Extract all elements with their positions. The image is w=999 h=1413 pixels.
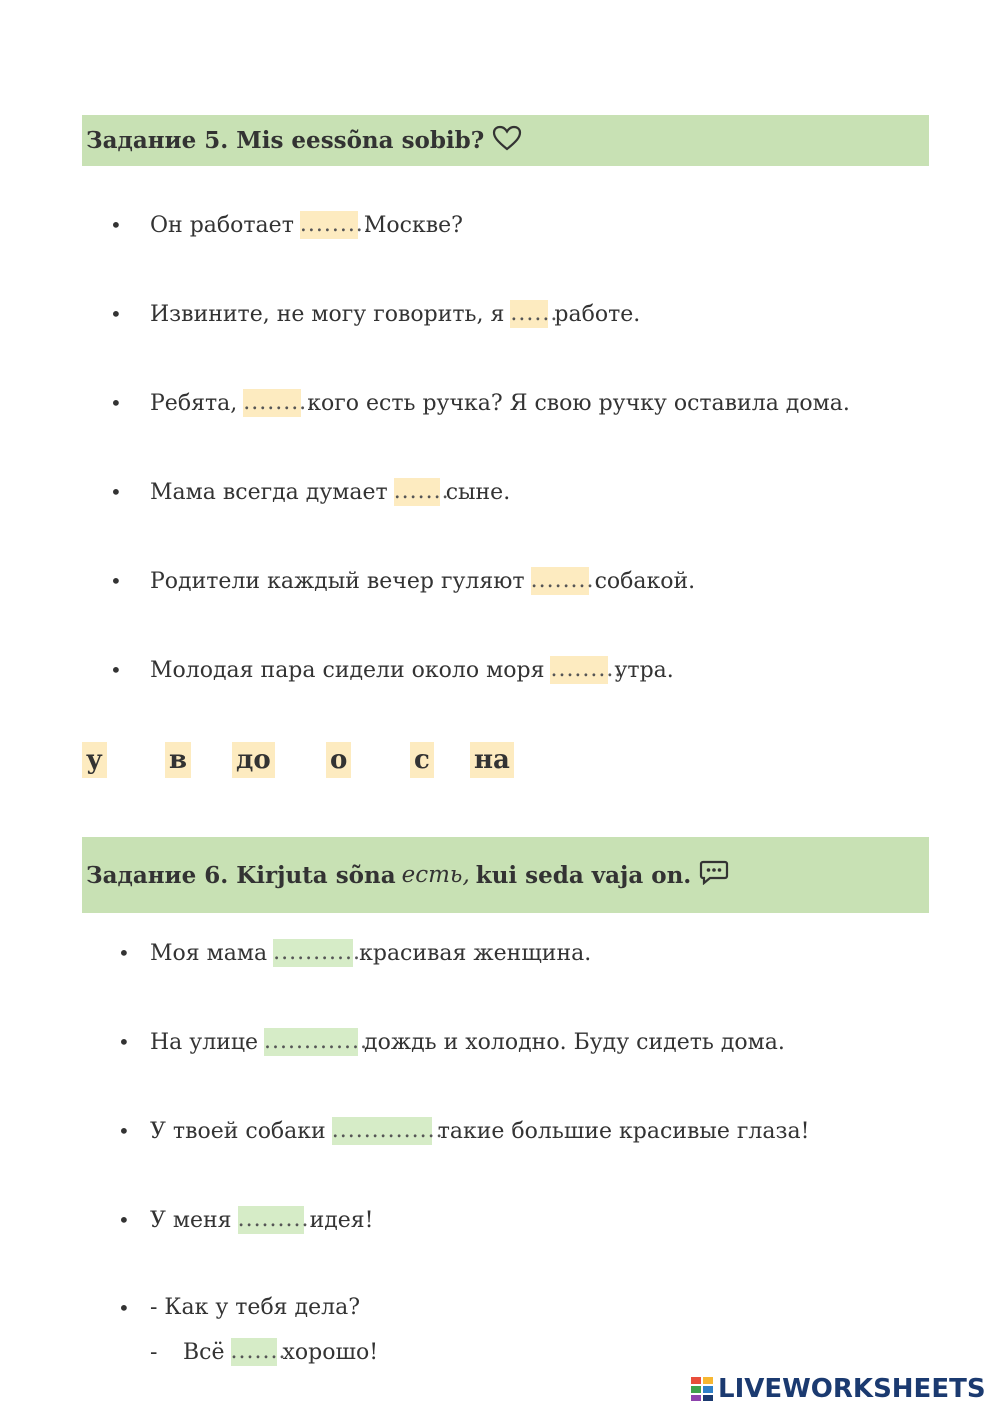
- word-bank-item[interactable]: у: [82, 742, 107, 778]
- task6-item: [118, 1295, 360, 1320]
- task5-item: [110, 300, 640, 328]
- item-text: Он работает: [150, 212, 294, 238]
- answer-blank[interactable]: ..............: [331, 1118, 444, 1143]
- item-text: Моя мама: [150, 940, 268, 966]
- bullet: •: [110, 658, 122, 682]
- bullet: •: [110, 302, 122, 326]
- item-text: сыне.: [445, 479, 511, 505]
- task5-title: Задание 5. Mis eessõna sobib?: [86, 127, 485, 154]
- item-text: Молодая пара сидели около моря: [150, 657, 545, 683]
- item-text: утра.: [614, 657, 674, 683]
- task6-header: [82, 837, 929, 913]
- item-text: Родители каждый вечер гуляют: [150, 568, 525, 594]
- answer-blank[interactable]: ......: [510, 301, 559, 326]
- answer-blank[interactable]: .............: [264, 1029, 368, 1054]
- word-bank-item[interactable]: с: [410, 742, 434, 778]
- task6-title-italic: есть,: [401, 862, 470, 888]
- task5-header: [82, 115, 929, 166]
- task6-title-suffix: kui seda vaja on.: [475, 861, 692, 889]
- item-text: На улице: [150, 1029, 259, 1055]
- bullet: •: [118, 1208, 130, 1232]
- bullet: •: [118, 1295, 130, 1320]
- task6-item: [118, 1206, 374, 1234]
- word-bank-item[interactable]: на: [470, 742, 514, 778]
- word-bank-item[interactable]: до: [232, 742, 275, 778]
- item-text: дождь и холодно. Буду сидеть дома.: [364, 1029, 785, 1055]
- word-bank-item[interactable]: о: [326, 742, 351, 778]
- bullet: •: [110, 569, 122, 593]
- item-text: Всё: [183, 1339, 225, 1365]
- item-text: Москве?: [363, 212, 463, 238]
- task5-item: [110, 211, 463, 239]
- task5-item: [110, 478, 510, 506]
- answer-blank[interactable]: .........: [243, 390, 316, 415]
- item-text: - Как у тебя дела?: [150, 1295, 361, 1320]
- item-text: Ребята,: [150, 390, 238, 416]
- item-text: идея!: [309, 1207, 374, 1233]
- task6-item: [118, 939, 591, 967]
- item-text: Извините, не могу говорить, я: [150, 301, 505, 327]
- task6-dialog-reply: [150, 1338, 378, 1366]
- item-text: собакой.: [594, 568, 696, 594]
- answer-blank[interactable]: .......: [230, 1339, 287, 1364]
- bullet: •: [118, 1030, 130, 1054]
- task5-item: [110, 656, 674, 684]
- dash: -: [150, 1339, 158, 1365]
- item-text: У меня: [150, 1207, 232, 1233]
- item-text: У твоей собаки: [150, 1118, 326, 1144]
- item-text: работе.: [554, 301, 641, 327]
- task5-item: [110, 389, 850, 417]
- bullet: •: [110, 391, 122, 415]
- task6-title-prefix: Задание 6. Kirjuta sõna: [86, 861, 396, 889]
- answer-blank[interactable]: ..........: [237, 1207, 318, 1232]
- item-text: такие большие красивые глаза!: [437, 1118, 810, 1144]
- answer-blank[interactable]: .......: [393, 479, 450, 504]
- logo-text: LIVEWORKSHEETS: [718, 1374, 986, 1404]
- bullet: •: [118, 1119, 130, 1143]
- answer-blank[interactable]: ...........: [273, 940, 362, 965]
- bullet: •: [110, 480, 122, 504]
- item-text: кого есть ручка? Я свою ручку оставила дома.: [307, 390, 850, 416]
- answer-blank[interactable]: .........: [299, 212, 372, 237]
- task6-item: [118, 1117, 809, 1145]
- item-text: красивая женщина.: [359, 940, 592, 966]
- answer-blank[interactable]: .........: [530, 568, 603, 593]
- task6-item: [118, 1028, 785, 1056]
- chat-bubble-icon: [699, 859, 729, 891]
- item-text: хорошо!: [282, 1339, 379, 1365]
- answer-blank[interactable]: .........: [550, 657, 623, 682]
- item-text: Мама всегда думает: [150, 479, 388, 505]
- liveworksheets-logo[interactable]: [690, 1374, 986, 1404]
- bullet: •: [110, 213, 122, 237]
- liveworksheets-logo-icon: [690, 1376, 714, 1402]
- heart-icon: [492, 125, 522, 157]
- task5-item: [110, 567, 695, 595]
- bullet: •: [118, 941, 130, 965]
- word-bank-item[interactable]: в: [165, 742, 191, 778]
